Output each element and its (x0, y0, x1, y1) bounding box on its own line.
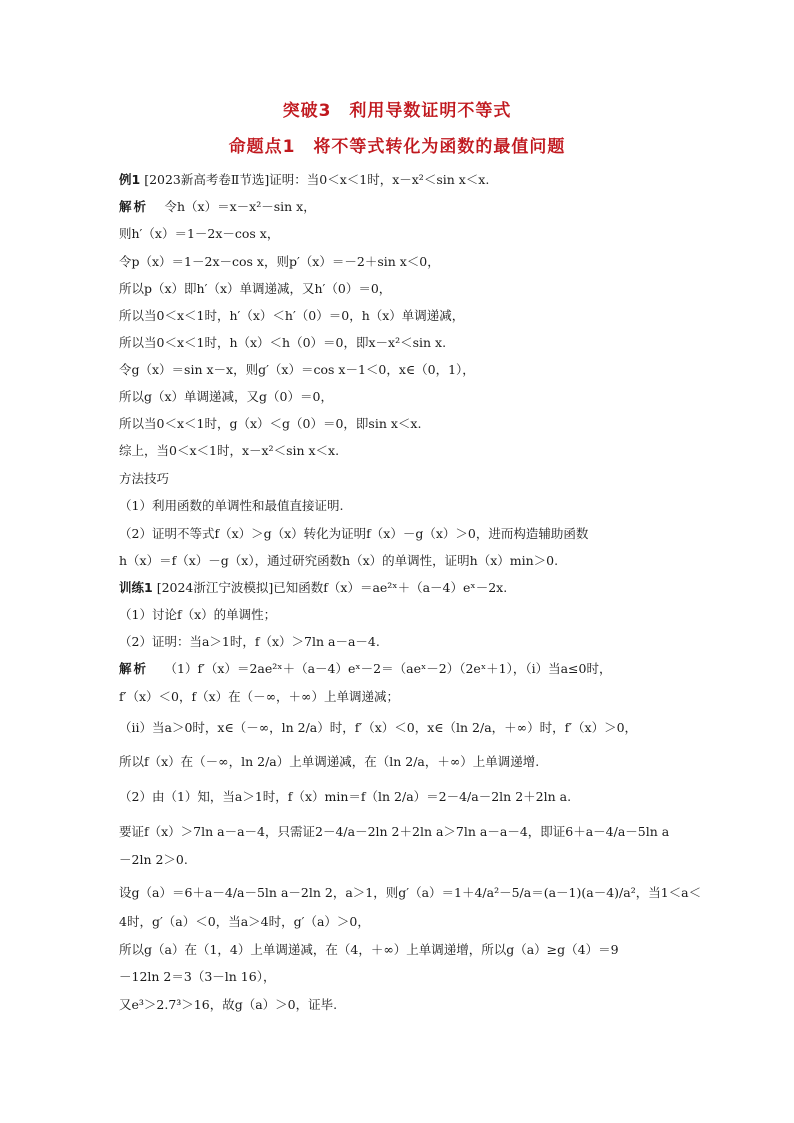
example-tag: 例1 (119, 172, 141, 187)
training-question-2: （2）证明：当a＞1时，f（x）＞7ln a－a－4. (119, 634, 380, 649)
example-line-7: 所以g（x）单调递减，又g（0）＝0， (119, 389, 333, 404)
example-line-5: 所以当0＜x＜1时，h（x）＜h（0）＝0，即x－x²＜sin x. (119, 335, 447, 350)
example-line-1: 则h′（x）＝1－2x－cos x， (119, 226, 280, 241)
training-source: [2024浙江宁波模拟] (156, 580, 274, 595)
section-subtitle: 命题点1 将不等式转化为函数的最值问题 (228, 137, 566, 157)
training-solution-line (119, 659, 679, 677)
example-line-9: 综上，当0＜x＜1时，x－x²＜sin x＜x. (119, 443, 340, 458)
training-line-3: 所以f（x）在（－∞，ln 2/a）上单调递减，在（ln 2/a，＋∞）上单调递增. (119, 754, 540, 769)
example-solution-label: 解析 (119, 199, 149, 214)
training-line-1: f′（x）＜0，f（x）在（－∞，＋∞）上单调递减； (119, 689, 399, 704)
method-line-1: （2）证明不等式f（x）＞g（x）转化为证明f（x）－g（x）＞0，进而构造辅助函数 (119, 526, 589, 541)
training-line-10: －12ln 2＝3（3－ln 16）， (119, 969, 276, 984)
section-title: 突破3 利用导数证明不等式 (282, 101, 512, 121)
method-title: 方法技巧 (119, 471, 170, 486)
example-line-6: 令g（x）＝sin x－x，则g′（x）＝cos x－1＜0，x∈（0，1）， (119, 362, 475, 377)
training-question-1: （1）讨论f（x）的单调性； (119, 607, 277, 622)
training-line-2: （ii）当a＞0时，x∈（－∞，ln 2/a）时，f′（x）＜0，x∈（ln 2/a，＋∞）时，f′（x）＞0， (119, 720, 638, 735)
training-solution-label: 解析 (119, 661, 149, 676)
example-line-3: 所以p（x）即h′（x）单调递减，又h′（0）＝0， (119, 281, 392, 296)
example-statement (119, 170, 679, 188)
example-line-4: 所以当0＜x＜1时，h′（x）＜h′（0）＝0，h（x）单调递减， (119, 308, 465, 323)
example-source: [2023新高考卷Ⅱ节选] (144, 172, 270, 187)
training-statement (119, 578, 679, 596)
training-line-11: 又e³＞2.7³＞16，故g（a）＞0，证毕. (119, 997, 338, 1012)
method-line-0: （1）利用函数的单调性和最值直接证明. (119, 498, 344, 513)
method-line-2: h（x）＝f（x）－g（x），通过研究函数h（x）的单调性，证明h（x）min＞0. (119, 553, 559, 568)
training-tag: 训练1 (119, 580, 153, 595)
training-line-8: 4时，g′（a）＜0，当a＞4时，g′（a）＞0， (119, 914, 370, 929)
training-statement-text: 已知函数f（x）＝ae²ˣ＋（a－4）eˣ－2x. (273, 580, 508, 595)
training-line-5: 要证f（x）＞7ln a－a－4，只需证2－4/a－2ln 2＋2ln a＞7ln a－a－4，即证6＋a－4/a－5ln a (119, 824, 670, 839)
example-line-0: 令h（x）＝x－x²－sin x， (164, 199, 316, 214)
training-line-9: 所以g（a）在（1，4）上单调递减，在（4，＋∞）上单调递增，所以g（a）≥g（4）＝9 (119, 942, 619, 957)
example-solution-line (119, 197, 679, 215)
example-statement-text: 证明：当0＜x＜1时，x－x²＜sin x＜x. (269, 172, 490, 187)
example-line-2: 令p（x）＝1－2x－cos x，则p′（x）＝－2＋sin x＜0， (119, 254, 440, 269)
training-line-0: （1）f′（x）＝2ae²ˣ＋（a－4）eˣ－2＝（aeˣ－2）（2eˣ＋1），（i）当a≤0时， (164, 661, 612, 676)
training-line-7: 设g（a）＝6＋a－4/a－5ln a－2ln 2，a＞1，则g′（a）＝1＋4/a²－5/a＝(a－1)(a－4)/a²，当1＜a＜ (119, 885, 702, 900)
training-line-4: （2）由（1）知，当a＞1时，f（x）min＝f（ln 2/a）＝2－4/a－2ln 2＋2ln a. (119, 789, 572, 804)
training-line-6: －2ln 2＞0. (119, 852, 188, 867)
example-line-8: 所以当0＜x＜1时，g（x）＜g（0）＝0，即sin x＜x. (119, 416, 422, 431)
